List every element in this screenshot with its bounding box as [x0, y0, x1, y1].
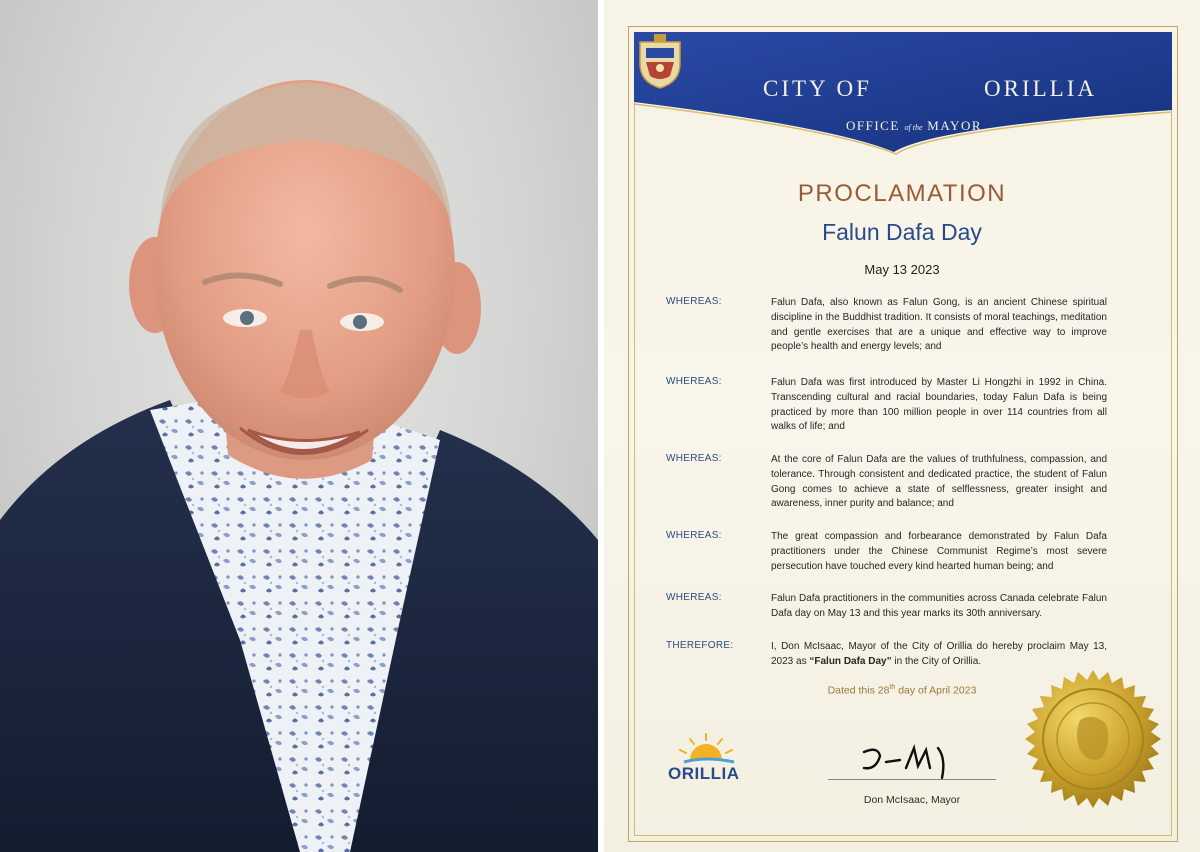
clause-text: Falun Dafa was first introduced by Master Li Hongzhi in 1992 in China. Transcending cultural and racial boundaries, today Falun Dafa is being practiced by more than 100 million people in over 114 countries from all walks of life; and [771, 377, 1107, 433]
city-crest-icon [634, 32, 686, 90]
clause-text [771, 640, 1107, 670]
proclamation-subtitle: Falun Dafa Day [822, 219, 982, 245]
banner-shape [634, 32, 1172, 182]
signer-name: Don McIsaac, Mayor [863, 794, 961, 806]
dated-text-end: day of April 2023 [895, 684, 977, 697]
proclamation-title: PROCLAMATION [797, 180, 1007, 207]
proclamation-date: May 13 2023 [864, 262, 940, 277]
gold-seal [1022, 668, 1164, 810]
proclamation-document [604, 0, 1200, 852]
clause-label: WHEREAS: [666, 453, 722, 464]
clause-text: Falun Dafa, also known as Falun Gong, is an ancient Chinese spiritual discipline in the Buddhist tradition. It consists of moral teachings, meditation and gentle exercises that are a unique and effective way to improve people’s health and energy levels; and [771, 297, 1107, 353]
portrait-illustration [0, 0, 598, 852]
mayor-portrait [0, 0, 598, 852]
dated-text: Dated this 28 [827, 684, 890, 697]
therefore-text-bold: “Falun Dafa Day” [809, 655, 892, 667]
orillia-logo-wordmark: ORILLIA [668, 764, 740, 783]
therefore-text-end: in the City of Orillia. [891, 655, 982, 667]
mayor-signature [856, 738, 976, 782]
clause-label: WHEREAS: [666, 592, 722, 603]
clause-label: WHEREAS: [666, 296, 722, 307]
clause-label: THEREFORE: [666, 640, 734, 651]
clause-text: Falun Dafa practitioners in the communities across Canada celebrate Falun Dafa day on May 13 and this year marks its 30th anniversary. [771, 593, 1107, 619]
mayor-word: MAYOR [927, 118, 982, 133]
clause-text: At the core of Falun Dafa are the values of truthfulness, compassion, and tolerance. Through consistent and dedicated practice, the student of Falun Gong comes to achieve a state of selflessness, greater insight and awareness, inner purity and balance; and [771, 454, 1107, 510]
orillia-text: ORILLIA [984, 76, 1097, 101]
clause-label: WHEREAS: [666, 376, 722, 387]
city-of-text: CITY OF [763, 76, 872, 101]
signature-line [828, 779, 996, 780]
office-of-the-mayor [834, 118, 994, 134]
header-banner [634, 32, 1172, 182]
of-the-word: of the [904, 123, 923, 132]
clause-label: WHEREAS: [666, 530, 722, 541]
dated-ordinal: th [889, 684, 896, 691]
clause-text: The great compassion and forbearance demonstrated by Falun Dafa practitioners under the Chinese Communist Regime’s most severe persecution have touched every kind hearted human being; and [771, 531, 1107, 572]
therefore-text-start: I, Don McIsaac, Mayor of the City of Orillia do hereby proclaim May 13, 2023 as [771, 641, 1107, 667]
office-word: OFFICE [846, 118, 900, 133]
